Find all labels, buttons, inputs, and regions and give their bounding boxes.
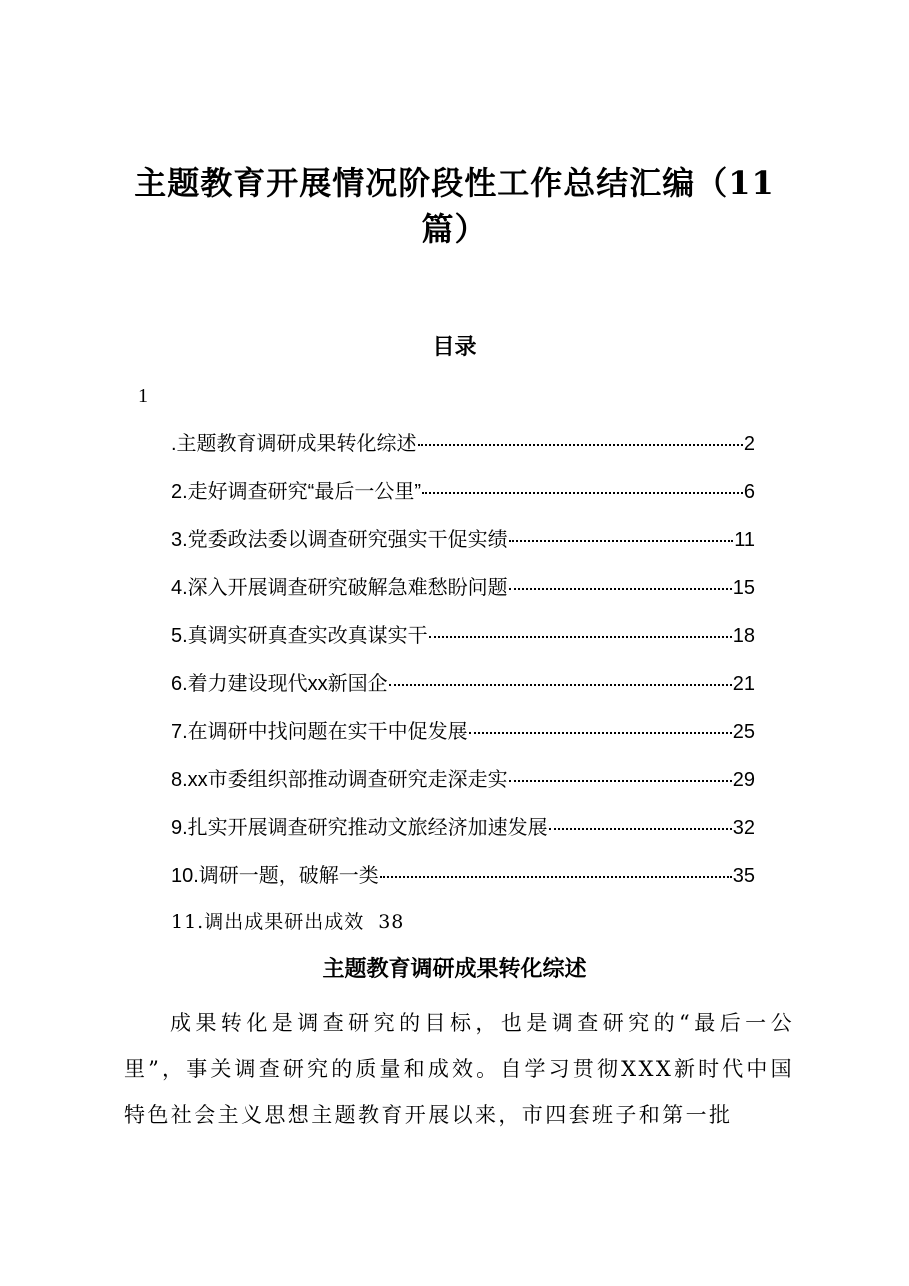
toc-entry-title: 2.走好调查研究“最后一公里”: [171, 481, 421, 503]
toc-entry-page: 25: [732, 721, 755, 743]
dot-leader: [469, 732, 732, 734]
toc-entry[interactable]: [171, 427, 755, 475]
toc-entry-page: 29: [732, 769, 755, 791]
toc-entry[interactable]: [171, 619, 755, 667]
toc-entry[interactable]: [171, 859, 755, 907]
toc-entry-title: 6.着力建设现代xx新国企: [171, 673, 388, 695]
toc-entry-title: .主题教育调研成果转化综述: [171, 433, 417, 455]
toc-entry-page: 2: [743, 433, 755, 455]
toc-entry-title: 9.扎实开展调查研究推动文旅经济加速发展: [171, 817, 548, 839]
dot-leader: [418, 444, 743, 446]
dot-leader: [509, 780, 732, 782]
toc-entry-page: 11: [734, 529, 755, 551]
toc-entry-page: 38: [378, 911, 405, 933]
toc-entry[interactable]: [171, 763, 755, 811]
dot-leader: [380, 876, 732, 878]
toc-entry-title: 11.调出成果研出成效: [171, 911, 365, 933]
document-title: 主题教育开展情况阶段性工作总结汇编（11篇）: [134, 164, 775, 248]
body-paragraph: 成果转化是调查研究的目标，也是调查研究的“最后一公里”，事关调查研究的质量和成效。自学习贯彻XXX新时代中国特色社会主义思想主题教育开展以来，市四套班子和第一批: [124, 1011, 794, 1127]
section-heading: 主题教育调研成果转化综述: [322, 956, 587, 982]
toc-entry-title: 8.xx市委组织部推动调查研究走深走实: [171, 769, 508, 791]
toc-entry-page: 18: [732, 625, 755, 647]
toc-entry-title: 4.深入开展调查研究破解急难愁盼问题: [171, 577, 508, 599]
toc-entry-last[interactable]: [171, 905, 404, 939]
toc-entry[interactable]: [171, 523, 755, 571]
toc-entry-page: 35: [732, 865, 755, 887]
toc-entry[interactable]: [171, 571, 755, 619]
toc-entry-page: 21: [732, 673, 755, 695]
toc-entry[interactable]: [171, 715, 755, 763]
toc-entry-title: 10.调研一题，破解一类: [171, 865, 379, 887]
table-of-contents: [171, 427, 755, 907]
dot-leader: [422, 492, 743, 494]
dot-leader: [389, 684, 732, 686]
dot-leader: [429, 636, 732, 638]
toc-entry[interactable]: [171, 811, 755, 859]
toc-lead-number: 1: [138, 385, 148, 407]
toc-entry[interactable]: [171, 475, 755, 523]
toc-heading: 目录: [432, 334, 477, 360]
toc-entry-page: 6: [743, 481, 755, 503]
toc-entry-title: 5.真调实研真查实改真谋实干: [171, 625, 428, 647]
toc-entry[interactable]: [171, 667, 755, 715]
dot-leader: [549, 828, 732, 830]
toc-entry-page: 32: [732, 817, 755, 839]
toc-entry-title: 7.在调研中找问题在实干中促发展: [171, 721, 468, 743]
dot-leader: [509, 588, 732, 590]
toc-entry-title: 3.党委政法委以调查研究强实干促实绩: [171, 529, 508, 551]
dot-leader: [509, 540, 734, 542]
toc-entry-page: 15: [732, 577, 755, 599]
